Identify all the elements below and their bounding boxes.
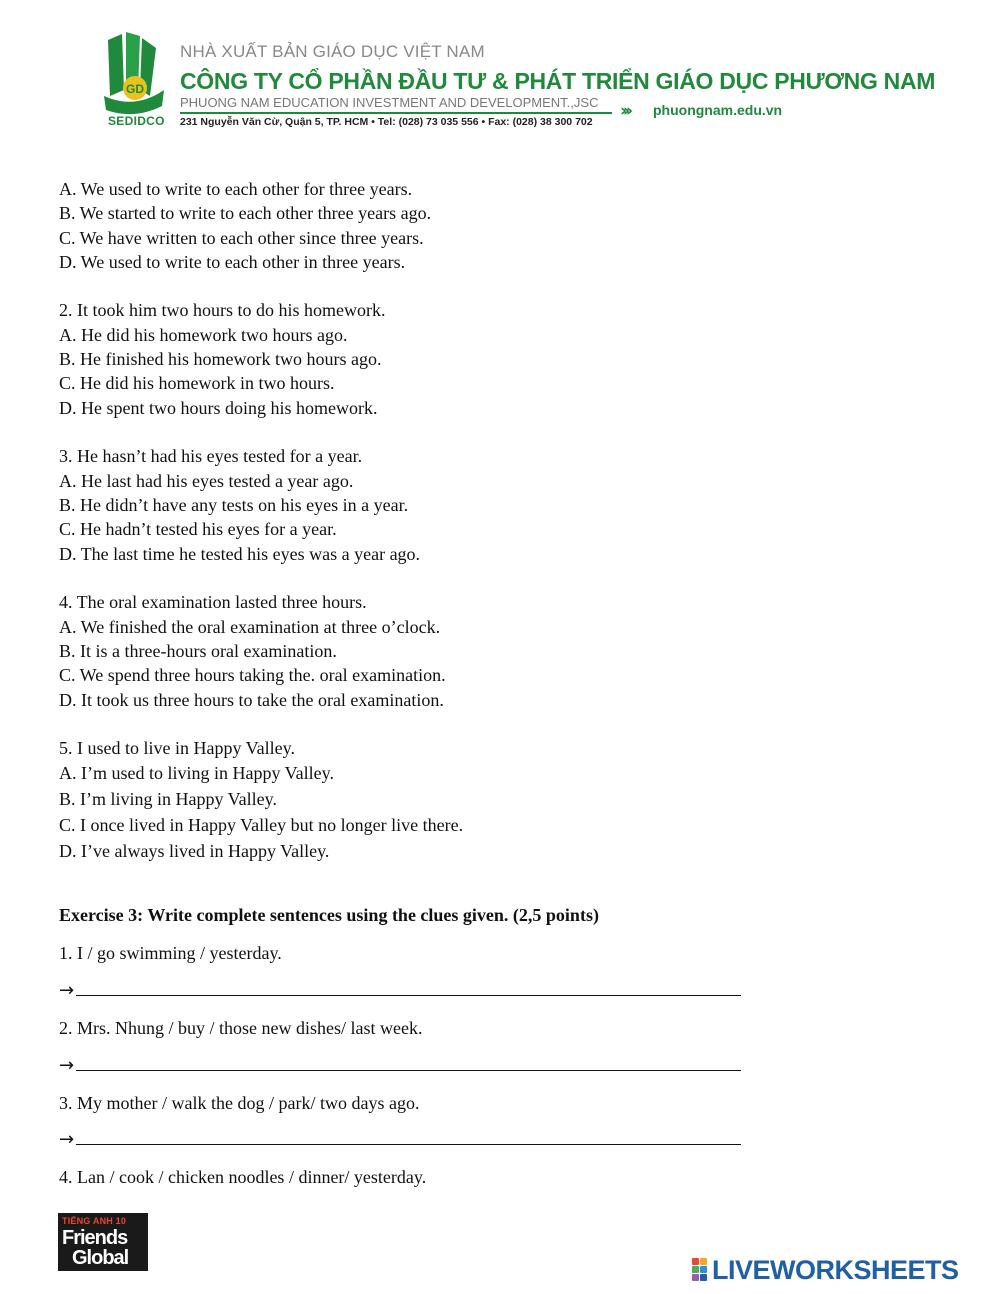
q3-option-d[interactable]: D. The last time he tested his eyes was a year ago. bbox=[59, 544, 421, 564]
q2-option-a[interactable]: A. He did his homework two hours ago. bbox=[59, 325, 348, 345]
book-name-line2: Global bbox=[72, 1247, 129, 1269]
exercise3-title: Exercise 3: Write complete sentences using the clues given. (2,5 points) bbox=[59, 905, 599, 925]
q1-option-d[interactable]: D. We used to write to each other in three years. bbox=[59, 252, 406, 272]
answer-blank[interactable] bbox=[76, 1056, 741, 1071]
liveworksheets-text: LIVEWORKSHEETS bbox=[712, 1255, 959, 1285]
publisher-name: NHÀ XUẤT BẢN GIÁO DỤC VIỆT NAM bbox=[180, 42, 485, 61]
book-series: TIẾNG ANH 10 bbox=[62, 1216, 127, 1226]
q5-option-c[interactable]: C. I once lived in Happy Valley but no longer live there. bbox=[59, 815, 464, 835]
ex3-item-4: 4. Lan / cook / chicken noodles / dinner/ yesterday. bbox=[59, 1167, 427, 1187]
q5-option-a[interactable]: A. I’m used to living in Happy Valley. bbox=[59, 763, 334, 783]
q5-prompt: 5. I used to live in Happy Valley. bbox=[59, 738, 295, 758]
header-rule bbox=[180, 112, 612, 114]
website-link[interactable]: phuongnam.edu.vn bbox=[653, 102, 783, 118]
double-chevron-icon: ››› bbox=[620, 101, 630, 121]
ex3-answer-1[interactable] bbox=[59, 980, 741, 1002]
q4-prompt: 4. The oral examination lasted three hours. bbox=[59, 592, 367, 612]
logo-text: GD bbox=[126, 82, 144, 96]
q4-option-b[interactable]: B. It is a three-hours oral examination. bbox=[59, 641, 337, 661]
answer-blank[interactable] bbox=[76, 981, 741, 996]
company-english-name: PHUONG NAM EDUCATION INVESTMENT AND DEVELOPMENT.,JSC bbox=[180, 95, 599, 110]
ex3-item-3: 3. My mother / walk the dog / park/ two days ago. bbox=[59, 1093, 420, 1113]
company-address: 231 Nguyễn Văn Cừ, Quận 5, TP. HCM • Tel: (028) 73 035 556 • Fax: (028) 38 300 702 bbox=[180, 116, 593, 128]
q1-option-c[interactable]: C. We have written to each other since three years. bbox=[59, 228, 424, 248]
q4-option-d[interactable]: D. It took us three hours to take the oral examination. bbox=[59, 690, 444, 710]
logo-caption: SEDIDCO bbox=[108, 114, 165, 128]
q1-option-a[interactable]: A. We used to write to each other for three years. bbox=[59, 179, 413, 199]
arrow-right-icon: → bbox=[59, 1129, 75, 1150]
ex3-answer-2[interactable] bbox=[59, 1055, 741, 1077]
friends-global-logo bbox=[58, 1213, 148, 1271]
answer-blank[interactable] bbox=[76, 1130, 741, 1145]
q1-option-b[interactable]: B. We started to write to each other three years ago. bbox=[59, 203, 432, 223]
ex3-item-1: 1. I / go swimming / yesterday. bbox=[59, 943, 282, 963]
q4-option-c[interactable]: C. We spend three hours taking the. oral examination. bbox=[59, 665, 446, 685]
liveworksheets-icon bbox=[692, 1258, 708, 1282]
q5-option-d[interactable]: D. I’ve always lived in Happy Valley. bbox=[59, 841, 330, 861]
ex3-item-2: 2. Mrs. Nhung / buy / those new dishes/ last week. bbox=[59, 1018, 423, 1038]
q2-option-c[interactable]: C. He did his homework in two hours. bbox=[59, 373, 335, 393]
arrow-right-icon: → bbox=[59, 1055, 75, 1076]
q5-option-b[interactable]: B. I’m living in Happy Valley. bbox=[59, 789, 277, 809]
q2-option-b[interactable]: B. He finished his homework two hours ago. bbox=[59, 349, 382, 369]
q4-option-a[interactable]: A. We finished the oral examination at three o’clock. bbox=[59, 617, 441, 637]
ex3-answer-3[interactable] bbox=[59, 1129, 741, 1151]
q3-prompt: 3. He hasn’t had his eyes tested for a year. bbox=[59, 446, 363, 466]
book-name-line1: Friends bbox=[62, 1227, 128, 1249]
arrow-right-icon: → bbox=[59, 980, 75, 1001]
q3-option-c[interactable]: C. He hadn’t tested his eyes for a year. bbox=[59, 519, 337, 539]
company-name: CÔNG TY CỔ PHẦN ĐẦU TƯ & PHÁT TRIỂN GIÁO DỤC PHƯƠNG NAM bbox=[180, 68, 936, 94]
q3-option-b[interactable]: B. He didn’t have any tests on his eyes in a year. bbox=[59, 495, 409, 515]
q2-option-d[interactable]: D. He spent two hours doing his homework. bbox=[59, 398, 378, 418]
publisher-header bbox=[100, 30, 936, 135]
q3-option-a[interactable]: A. He last had his eyes tested a year ago. bbox=[59, 471, 354, 491]
q2-prompt: 2. It took him two hours to do his homework. bbox=[59, 300, 386, 320]
